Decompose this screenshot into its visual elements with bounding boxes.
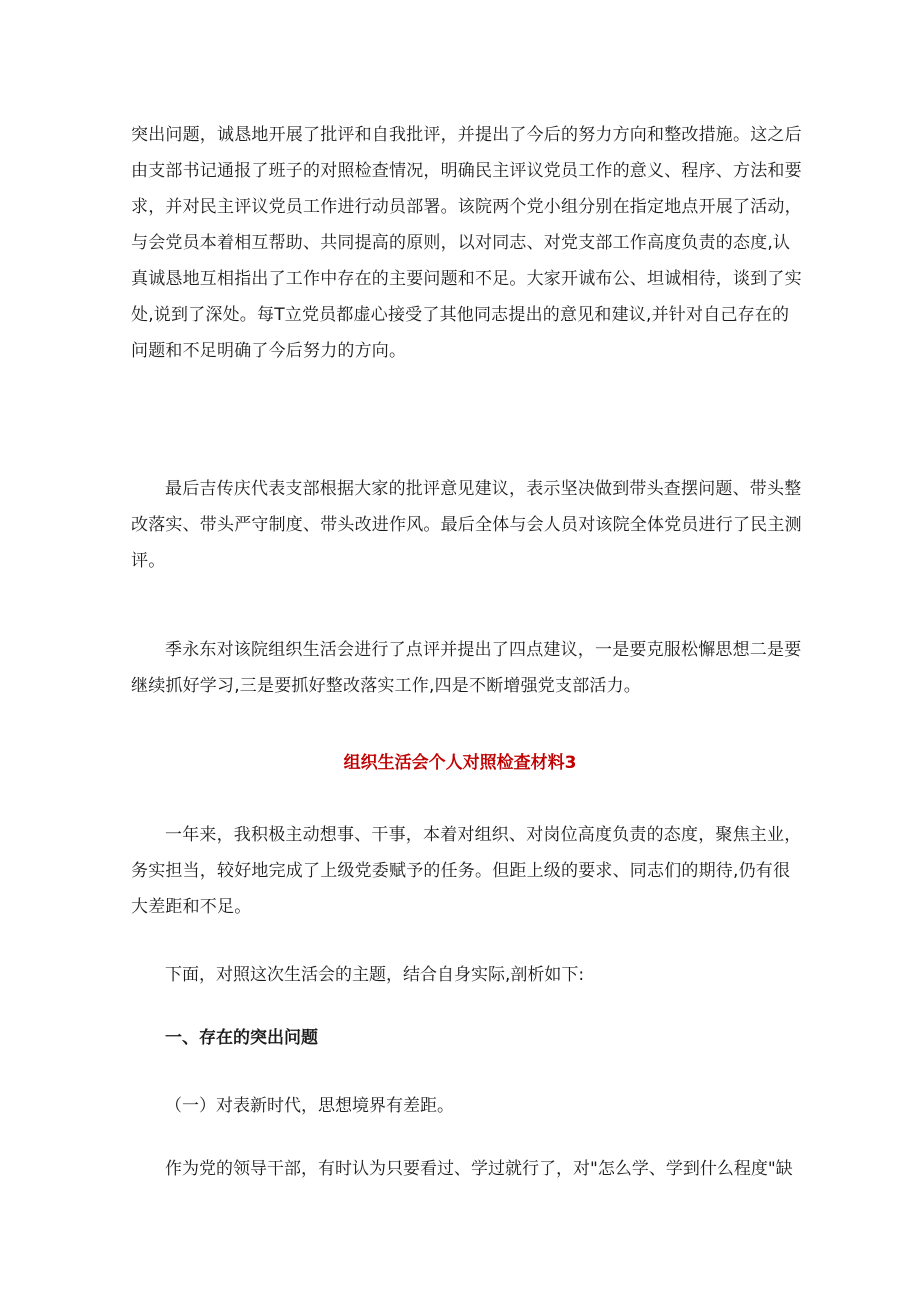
paragraph-2-line-3: 评。 [131, 551, 166, 571]
subheading-1: （一）对表新时代，思想境界有差距。 [165, 1096, 454, 1116]
paragraph-1-line-6: 处,说到了深处。每T立党员都虚心接受了其他同志提出的意见和建议,并针对自己存在的 [131, 305, 790, 325]
paragraph-3 [131, 632, 802, 704]
paragraph-3-line-2: 继续抓好学习,三是要抓好整改落实工作,四是不断增强党支部活力。 [131, 676, 642, 696]
paragraph-4-line-1: 一年来，我积极主动想事、干事，本着对组织、对岗位高度负责的态度，聚焦主业， [165, 825, 802, 845]
heading-existing-problems: 一、存在的突出问题 [165, 1028, 318, 1048]
paragraph-1-line-4: 与会党员本着相互帮助、共同提高的原则，以对同志、对党支部工作高度负责的态度,认 [131, 233, 791, 253]
paragraph-4-line-3: 大差距和不足。 [131, 897, 252, 917]
paragraph-4 [131, 817, 802, 925]
paragraph-1-line-3: 求，并对民主评议党员工作进行动员部署。该院两个党小组分别在指定地点开展了活动， [131, 197, 802, 217]
paragraph-2-line-1: 最后吉传庆代表支部根据大家的批评意见建议，表示坚决做到带头查摆问题、带头整 [165, 479, 802, 499]
paragraph-2 [131, 471, 802, 579]
paragraph-1-line-5: 真诚恳地互相指出了工作中存在的主要问题和不足。大家开诚布公、坦诚相待，谈到了实 [131, 269, 802, 289]
paragraph-4-line-2: 务实担当，较好地完成了上级党委赋予的任务。但距上级的要求、同志们的期待,仍有很 [131, 861, 791, 881]
section-title: 组织生活会个人对照检查材料3 [343, 753, 577, 773]
paragraph-5: 下面，对照这次生活会的主题，结合自身实际,剖析如下: [165, 965, 585, 985]
paragraph-2-line-2: 改落实、带头严守制度、带头改进作风。最后全体与会人员对该院全体党员进行了民主测 [131, 515, 802, 535]
paragraph-1-line-2: 由支部书记通报了班子的对照检查情况，明确民主评议党员工作的意义、程序、方法和要 [131, 161, 802, 181]
paragraph-1 [131, 117, 802, 369]
paragraph-3-line-1: 季永东对该院组织生活会进行了点评并提出了四点建议，一是要克服松懈思想二是要 [165, 640, 802, 660]
paragraph-6: 作为党的领导干部，有时认为只要看过、学过就行了，对"怎么学、学到什么程度"缺 [165, 1159, 793, 1179]
paragraph-1-line-1: 突出问题，诚恳地开展了批评和自我批评，并提出了今后的努力方向和整改措施。这之后 [131, 125, 802, 145]
paragraph-1-line-7: 问题和不足明确了今后努力的方向。 [131, 341, 407, 361]
